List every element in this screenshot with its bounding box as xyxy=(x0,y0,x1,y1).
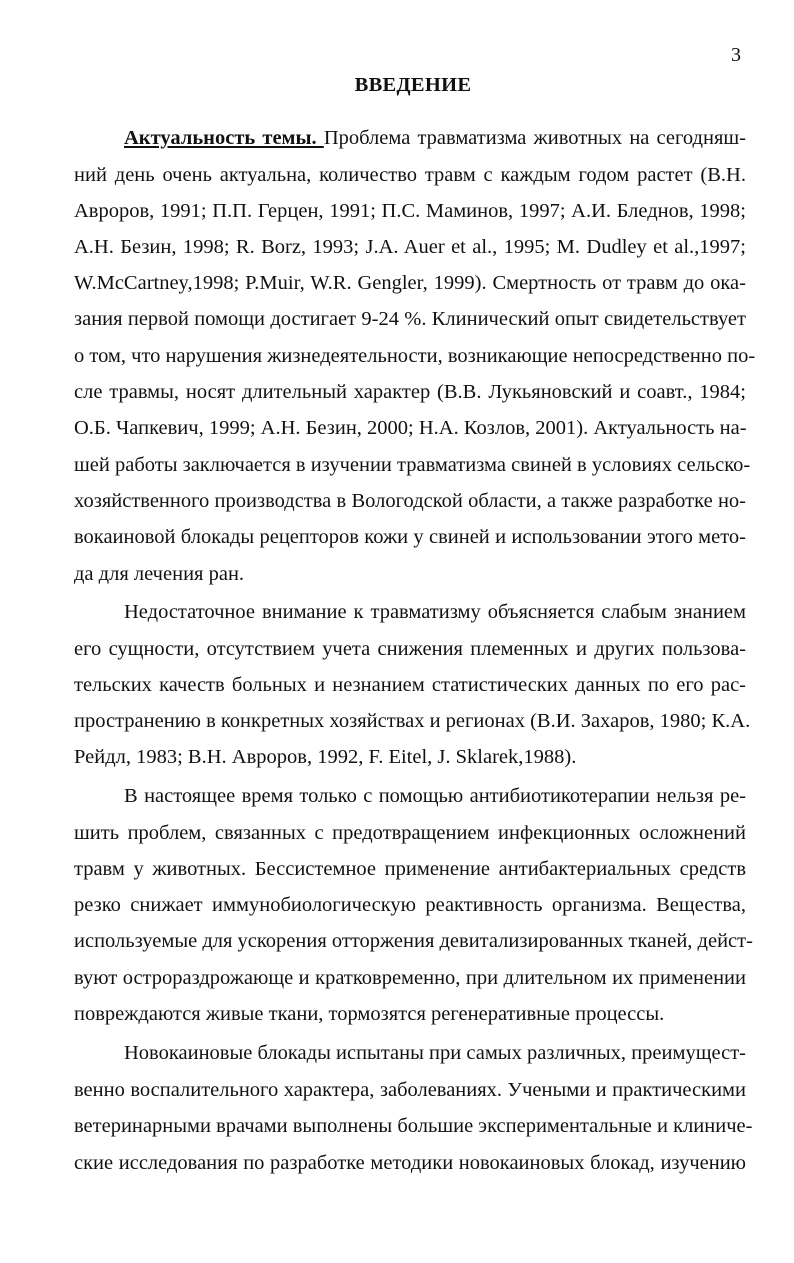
text-line: сле травмы, носят длительный характер (В.В. Лукьяновский и соавт., 1984; xyxy=(74,381,746,403)
lead-label: Актуальность темы. xyxy=(124,127,324,149)
text-line: тельских качеств больных и незнанием статистических данных по его рас- xyxy=(74,674,746,696)
text-line: хозяйственного производства в Вологодской области, а также разработке но- xyxy=(74,490,746,512)
page-number: 3 xyxy=(731,44,741,66)
text-line: о том, что нарушения жизнедеятельности, возникающие непосредственно по- xyxy=(74,345,756,367)
text-line: вокаиновой блокады рецепторов кожи у свиней и использовании этого мето- xyxy=(74,526,746,548)
text-line: А.Н. Безин, 1998; R. Borz, 1993; J.A. Auer et al., 1995; M. Dudley et al.,1997; xyxy=(74,236,746,258)
text-line: пространению в конкретных хозяйствах и регионах (В.И. Захаров, 1980; К.А. xyxy=(74,710,751,732)
text-line: венно воспалительного характера, заболеваниях. Учеными и практическими xyxy=(74,1079,746,1101)
text-line: зания первой помощи достигает 9-24 %. Клинический опыт свидетельствует xyxy=(74,308,746,330)
text-line: О.Б. Чапкевич, 1999; А.Н. Безин, 2000; Н.А. Козлов, 2001). Актуальность на- xyxy=(74,417,747,439)
text-line: ний день очень актуальна, количество травм с каждым годом растет (В.Н. xyxy=(74,164,746,186)
text-line: Недостаточное внимание к травматизму объясняется слабым знанием xyxy=(124,601,746,623)
text-line: да для лечения ран. xyxy=(74,563,245,585)
text-line: Новокаиновые блокады испытаны при самых различных, преимущест- xyxy=(124,1042,746,1064)
text-line: В настоящее время только с помощью антибиотикотерапии нельзя ре- xyxy=(124,785,746,807)
text-line: повреждаются живые ткани, тормозятся регенеративные процессы. xyxy=(74,1003,665,1025)
text-line: шей работы заключается в изучении травматизма свиней в условиях сельско- xyxy=(74,454,751,476)
text-line: резко снижает иммунобиологическую реактивность организма. Вещества, xyxy=(74,894,746,916)
text-line: ветеринарными врачами выполнены большие экспериментальные и клиниче- xyxy=(74,1115,753,1137)
text-line: используемые для ускорения отторжения девитализированных тканей, дейст- xyxy=(74,930,753,952)
text-line: Актуальность темы. Проблема травматизма животных на сегодняш- xyxy=(124,127,746,149)
text-line: травм у животных. Бессистемное применение антибактериальных средств xyxy=(74,858,746,880)
text-line: вуют острораздрожающе и кратковременно, при длительном их применении xyxy=(74,967,746,989)
page-title: ВВЕДЕНИЕ xyxy=(354,74,472,96)
text-line: W.McCartney,1998; P.Muir, W.R. Gengler, 1999). Смертность от травм до ока- xyxy=(74,272,746,294)
text-line: Рейдл, 1983; В.Н. Авроров, 1992, F. Eitel, J. Sklarek,1988). xyxy=(74,746,577,768)
text-line: ские исследования по разработке методики новокаиновых блокад, изучению xyxy=(74,1152,746,1174)
text-line: Авроров, 1991; П.П. Герцен, 1991; П.С. Маминов, 1997; А.И. Бледнов, 1998; xyxy=(74,200,746,222)
text-line: шить проблем, связанных с предотвращением инфекционных осложнений xyxy=(74,822,746,844)
text-line: его сущности, отсутствием учета снижения племенных и других пользова- xyxy=(74,638,746,660)
